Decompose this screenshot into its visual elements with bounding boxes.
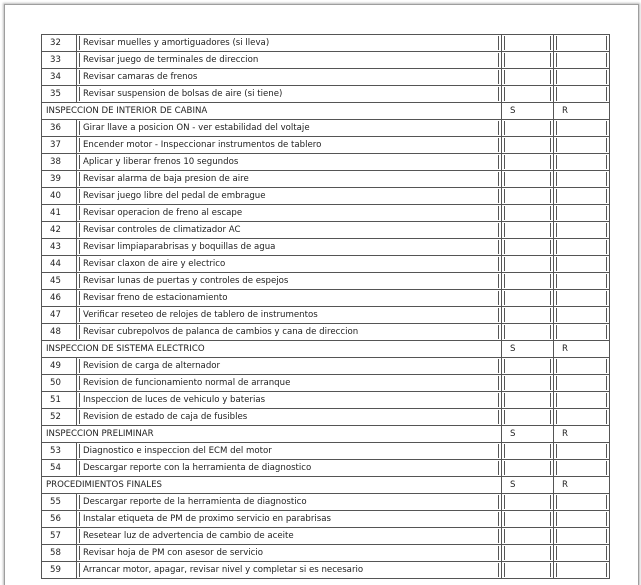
checklist-row bbox=[41, 222, 610, 239]
item-description-cell bbox=[77, 545, 502, 561]
column-r-header: R bbox=[554, 426, 610, 442]
check-box-s[interactable] bbox=[502, 273, 554, 289]
item-number: 58 bbox=[41, 545, 77, 561]
checklist-row bbox=[41, 256, 610, 273]
item-description-cell bbox=[77, 443, 502, 459]
checklist-row bbox=[41, 205, 610, 222]
check-box-r-frame bbox=[556, 223, 607, 237]
check-box-s[interactable] bbox=[502, 324, 554, 340]
check-box-r-frame bbox=[556, 325, 607, 339]
check-box-s-frame bbox=[504, 495, 551, 509]
check-box-s[interactable] bbox=[502, 86, 554, 102]
check-box-r[interactable] bbox=[554, 290, 610, 306]
checklist-row bbox=[41, 307, 610, 324]
check-box-s-frame bbox=[504, 36, 551, 50]
check-box-s-frame bbox=[504, 206, 551, 220]
check-box-s-frame bbox=[504, 546, 551, 560]
checklist-row bbox=[41, 375, 610, 392]
item-description: Instalar etiqueta de PM de proximo servicio en parabrisas bbox=[79, 512, 499, 526]
item-description: Verificar reseteo de relojes de tablero de instrumentos bbox=[79, 308, 499, 322]
checklist-row bbox=[41, 392, 610, 409]
item-number: 42 bbox=[41, 222, 77, 238]
check-box-r[interactable] bbox=[554, 154, 610, 170]
check-box-s[interactable] bbox=[502, 494, 554, 510]
check-box-r-frame bbox=[556, 36, 607, 50]
checklist-row bbox=[41, 137, 610, 154]
section-header-row bbox=[41, 426, 610, 443]
item-description: Revisar hoja de PM con asesor de servicio bbox=[79, 546, 499, 560]
item-description: Revision de funcionamiento normal de arranque bbox=[79, 376, 499, 390]
item-description: Inspeccion de luces de vehiculo y baterias bbox=[79, 393, 499, 407]
check-box-s-frame bbox=[504, 257, 551, 271]
check-box-r-frame bbox=[556, 240, 607, 254]
item-number: 39 bbox=[41, 171, 77, 187]
check-box-s[interactable] bbox=[502, 409, 554, 425]
check-box-s-frame bbox=[504, 393, 551, 407]
item-number: 50 bbox=[41, 375, 77, 391]
checklist-row bbox=[41, 154, 610, 171]
check-box-r[interactable] bbox=[554, 511, 610, 527]
check-box-s[interactable] bbox=[502, 460, 554, 476]
check-box-s-frame bbox=[504, 172, 551, 186]
item-description-cell bbox=[77, 171, 502, 187]
check-box-r[interactable] bbox=[554, 222, 610, 238]
item-number: 32 bbox=[41, 35, 77, 51]
item-description-cell bbox=[77, 409, 502, 425]
checklist-row bbox=[41, 562, 610, 579]
check-box-s[interactable] bbox=[502, 290, 554, 306]
check-box-s[interactable] bbox=[502, 358, 554, 374]
check-box-s[interactable] bbox=[502, 528, 554, 544]
check-box-s[interactable] bbox=[502, 35, 554, 51]
check-box-r[interactable] bbox=[554, 86, 610, 102]
check-box-s[interactable] bbox=[502, 562, 554, 578]
item-number: 49 bbox=[41, 358, 77, 374]
item-description-cell bbox=[77, 562, 502, 578]
check-box-s-frame bbox=[504, 512, 551, 526]
item-description-cell bbox=[77, 120, 502, 136]
checklist-row bbox=[41, 460, 610, 477]
check-box-s-frame bbox=[504, 291, 551, 305]
section-title: PROCEDIMIENTOS FINALES bbox=[41, 477, 502, 493]
item-number: 57 bbox=[41, 528, 77, 544]
item-number: 59 bbox=[41, 562, 77, 578]
item-description: Revisar claxon de aire y electrico bbox=[79, 257, 499, 271]
column-r-header: R bbox=[554, 341, 610, 357]
item-number: 46 bbox=[41, 290, 77, 306]
checklist-row bbox=[41, 86, 610, 103]
section-header-row bbox=[41, 341, 610, 358]
item-description: Revisar muelles y amortiguadores (si lleva) bbox=[79, 36, 499, 50]
item-number: 36 bbox=[41, 120, 77, 136]
item-number: 35 bbox=[41, 86, 77, 102]
check-box-r-frame bbox=[556, 206, 607, 220]
item-number: 41 bbox=[41, 205, 77, 221]
item-description: Descargar reporte de la herramienta de diagnostico bbox=[79, 495, 499, 509]
check-box-r-frame bbox=[556, 512, 607, 526]
column-s-header: S bbox=[502, 341, 554, 357]
check-box-s[interactable] bbox=[502, 256, 554, 272]
check-box-s[interactable] bbox=[502, 392, 554, 408]
check-box-s-frame bbox=[504, 138, 551, 152]
checklist-row bbox=[41, 409, 610, 426]
item-number: 45 bbox=[41, 273, 77, 289]
item-number: 51 bbox=[41, 392, 77, 408]
item-number: 37 bbox=[41, 137, 77, 153]
item-description: Revisar limpiaparabrisas y boquillas de agua bbox=[79, 240, 499, 254]
check-box-r-frame bbox=[556, 308, 607, 322]
item-description-cell bbox=[77, 307, 502, 323]
check-box-r-frame bbox=[556, 495, 607, 509]
check-box-s-frame bbox=[504, 325, 551, 339]
section-title: INSPECCION DE SISTEMA ELECTRICO bbox=[41, 341, 502, 357]
check-box-r[interactable] bbox=[554, 494, 610, 510]
item-description: Revisar cubrepolvos de palanca de cambios y cana de direccion bbox=[79, 325, 499, 339]
check-box-s[interactable] bbox=[502, 511, 554, 527]
item-description: Revision de carga de alternador bbox=[79, 359, 499, 373]
check-box-r-frame bbox=[556, 563, 607, 577]
check-box-s-frame bbox=[504, 410, 551, 424]
check-box-s[interactable] bbox=[502, 205, 554, 221]
check-box-s[interactable] bbox=[502, 171, 554, 187]
section-header-row bbox=[41, 103, 610, 120]
checklist-row bbox=[41, 69, 610, 86]
check-box-s-frame bbox=[504, 308, 551, 322]
check-box-r-frame bbox=[556, 138, 607, 152]
item-description: Resetear luz de advertencia de cambio de aceite bbox=[79, 529, 499, 543]
item-number: 34 bbox=[41, 69, 77, 85]
check-box-s[interactable] bbox=[502, 239, 554, 255]
check-box-r[interactable] bbox=[554, 120, 610, 136]
check-box-r-frame bbox=[556, 546, 607, 560]
check-box-s[interactable] bbox=[502, 69, 554, 85]
item-description: Diagnostico e inspeccion del ECM del motor bbox=[79, 444, 499, 458]
check-box-r[interactable] bbox=[554, 443, 610, 459]
checklist-row bbox=[41, 188, 610, 205]
check-box-r-frame bbox=[556, 257, 607, 271]
item-description-cell bbox=[77, 375, 502, 391]
check-box-r-frame bbox=[556, 70, 607, 84]
check-box-r-frame bbox=[556, 53, 607, 67]
section-title: INSPECCION PRELIMINAR bbox=[41, 426, 502, 442]
check-box-r-frame bbox=[556, 529, 607, 543]
item-description: Encender motor - Inspeccionar instrumentos de tablero bbox=[79, 138, 499, 152]
column-s-header: S bbox=[502, 426, 554, 442]
check-box-s[interactable] bbox=[502, 545, 554, 561]
check-box-s-frame bbox=[504, 223, 551, 237]
check-box-r[interactable] bbox=[554, 69, 610, 85]
checklist-row bbox=[41, 358, 610, 375]
check-box-s-frame bbox=[504, 240, 551, 254]
check-box-r[interactable] bbox=[554, 171, 610, 187]
check-box-r-frame bbox=[556, 393, 607, 407]
check-box-s-frame bbox=[504, 359, 551, 373]
item-number: 55 bbox=[41, 494, 77, 510]
item-number: 43 bbox=[41, 239, 77, 255]
item-number: 47 bbox=[41, 307, 77, 323]
checklist-row bbox=[41, 494, 610, 511]
checklist-row bbox=[41, 528, 610, 545]
check-box-s[interactable] bbox=[502, 222, 554, 238]
check-box-s[interactable] bbox=[502, 375, 554, 391]
item-description-cell bbox=[77, 256, 502, 272]
check-box-r[interactable] bbox=[554, 324, 610, 340]
check-box-r[interactable] bbox=[554, 273, 610, 289]
item-number: 56 bbox=[41, 511, 77, 527]
check-box-r-frame bbox=[556, 461, 607, 475]
checklist-row bbox=[41, 273, 610, 290]
checklist-row bbox=[41, 120, 610, 137]
check-box-r[interactable] bbox=[554, 562, 610, 578]
check-box-r-frame bbox=[556, 155, 607, 169]
item-description: Revisar suspension de bolsas de aire (si tiene) bbox=[79, 87, 499, 101]
item-description-cell bbox=[77, 273, 502, 289]
check-box-s[interactable] bbox=[502, 188, 554, 204]
checklist-row bbox=[41, 511, 610, 528]
item-description: Revisar juego libre del pedal de embrague bbox=[79, 189, 499, 203]
check-box-r-frame bbox=[556, 444, 607, 458]
item-description-cell bbox=[77, 358, 502, 374]
check-box-s-frame bbox=[504, 155, 551, 169]
item-description-cell bbox=[77, 222, 502, 238]
check-box-r[interactable] bbox=[554, 545, 610, 561]
checklist-row bbox=[41, 171, 610, 188]
checklist-row bbox=[41, 545, 610, 562]
column-r-header: R bbox=[554, 477, 610, 493]
check-box-s-frame bbox=[504, 189, 551, 203]
item-description-cell bbox=[77, 35, 502, 51]
item-description: Descargar reporte con la herramienta de diagnostico bbox=[79, 461, 499, 475]
item-description-cell bbox=[77, 324, 502, 340]
check-box-s-frame bbox=[504, 563, 551, 577]
item-description-cell bbox=[77, 188, 502, 204]
check-box-r[interactable] bbox=[554, 137, 610, 153]
check-box-r[interactable] bbox=[554, 392, 610, 408]
item-number: 54 bbox=[41, 460, 77, 476]
item-description: Revisar freno de estacionamiento bbox=[79, 291, 499, 305]
item-description: Aplicar y liberar frenos 10 segundos bbox=[79, 155, 499, 169]
item-description: Revisar controles de climatizador AC bbox=[79, 223, 499, 237]
item-description: Girar llave a posicion ON - ver estabilidad del voltaje bbox=[79, 121, 499, 135]
checklist-row bbox=[41, 324, 610, 341]
item-description: Revisar alarma de baja presion de aire bbox=[79, 172, 499, 186]
item-number: 53 bbox=[41, 443, 77, 459]
item-description-cell bbox=[77, 69, 502, 85]
item-description-cell bbox=[77, 460, 502, 476]
check-box-r-frame bbox=[556, 359, 607, 373]
item-description: Revisar lunas de puertas y controles de espejos bbox=[79, 274, 499, 288]
check-box-s-frame bbox=[504, 274, 551, 288]
check-box-s[interactable] bbox=[502, 307, 554, 323]
check-box-r[interactable] bbox=[554, 35, 610, 51]
check-box-s-frame bbox=[504, 87, 551, 101]
document-page bbox=[4, 4, 639, 585]
column-s-header: S bbox=[502, 477, 554, 493]
checklist-row bbox=[41, 35, 610, 52]
checklist-row bbox=[41, 52, 610, 69]
check-box-s-frame bbox=[504, 70, 551, 84]
check-box-s-frame bbox=[504, 444, 551, 458]
column-s-header: S bbox=[502, 103, 554, 119]
item-description: Arrancar motor, apagar, revisar nivel y completar si es necesario bbox=[79, 563, 499, 577]
item-number: 52 bbox=[41, 409, 77, 425]
check-box-r-frame bbox=[556, 410, 607, 424]
check-box-s[interactable] bbox=[502, 443, 554, 459]
check-box-s-frame bbox=[504, 529, 551, 543]
check-box-r[interactable] bbox=[554, 256, 610, 272]
item-number: 33 bbox=[41, 52, 77, 68]
item-number: 44 bbox=[41, 256, 77, 272]
check-box-r[interactable] bbox=[554, 52, 610, 68]
check-box-s[interactable] bbox=[502, 52, 554, 68]
check-box-r[interactable] bbox=[554, 528, 610, 544]
check-box-r[interactable] bbox=[554, 358, 610, 374]
check-box-r-frame bbox=[556, 274, 607, 288]
check-box-r[interactable] bbox=[554, 188, 610, 204]
item-description-cell bbox=[77, 154, 502, 170]
item-description-cell bbox=[77, 290, 502, 306]
check-box-r-frame bbox=[556, 87, 607, 101]
check-box-r-frame bbox=[556, 172, 607, 186]
check-box-r[interactable] bbox=[554, 205, 610, 221]
item-description-cell bbox=[77, 205, 502, 221]
check-box-r-frame bbox=[556, 189, 607, 203]
item-number: 48 bbox=[41, 324, 77, 340]
check-box-s-frame bbox=[504, 376, 551, 390]
item-description: Revisar operacion de freno al escape bbox=[79, 206, 499, 220]
checklist-row bbox=[41, 239, 610, 256]
check-box-r-frame bbox=[556, 121, 607, 135]
section-header-row bbox=[41, 477, 610, 494]
item-number: 40 bbox=[41, 188, 77, 204]
item-number: 38 bbox=[41, 154, 77, 170]
item-description-cell bbox=[77, 494, 502, 510]
check-box-r[interactable] bbox=[554, 375, 610, 391]
check-box-r[interactable] bbox=[554, 239, 610, 255]
item-description-cell bbox=[77, 86, 502, 102]
check-box-s[interactable] bbox=[502, 137, 554, 153]
check-box-s-frame bbox=[504, 53, 551, 67]
item-description-cell bbox=[77, 239, 502, 255]
check-box-r[interactable] bbox=[554, 409, 610, 425]
inspection-checklist-table bbox=[41, 34, 610, 579]
check-box-r-frame bbox=[556, 376, 607, 390]
item-description-cell bbox=[77, 52, 502, 68]
item-description: Revisar juego de terminales de direccion bbox=[79, 53, 499, 67]
check-box-s-frame bbox=[504, 121, 551, 135]
section-title: INSPECCION DE INTERIOR DE CABINA bbox=[41, 103, 502, 119]
item-description-cell bbox=[77, 137, 502, 153]
item-description-cell bbox=[77, 392, 502, 408]
checklist-row bbox=[41, 443, 610, 460]
checklist-row bbox=[41, 290, 610, 307]
item-description: Revisar camaras de frenos bbox=[79, 70, 499, 84]
item-description: Revision de estado de caja de fusibles bbox=[79, 410, 499, 424]
column-r-header: R bbox=[554, 103, 610, 119]
check-box-r-frame bbox=[556, 291, 607, 305]
check-box-r[interactable] bbox=[554, 460, 610, 476]
check-box-s[interactable] bbox=[502, 154, 554, 170]
item-description-cell bbox=[77, 528, 502, 544]
check-box-r[interactable] bbox=[554, 307, 610, 323]
check-box-s[interactable] bbox=[502, 120, 554, 136]
check-box-s-frame bbox=[504, 461, 551, 475]
item-description-cell bbox=[77, 511, 502, 527]
